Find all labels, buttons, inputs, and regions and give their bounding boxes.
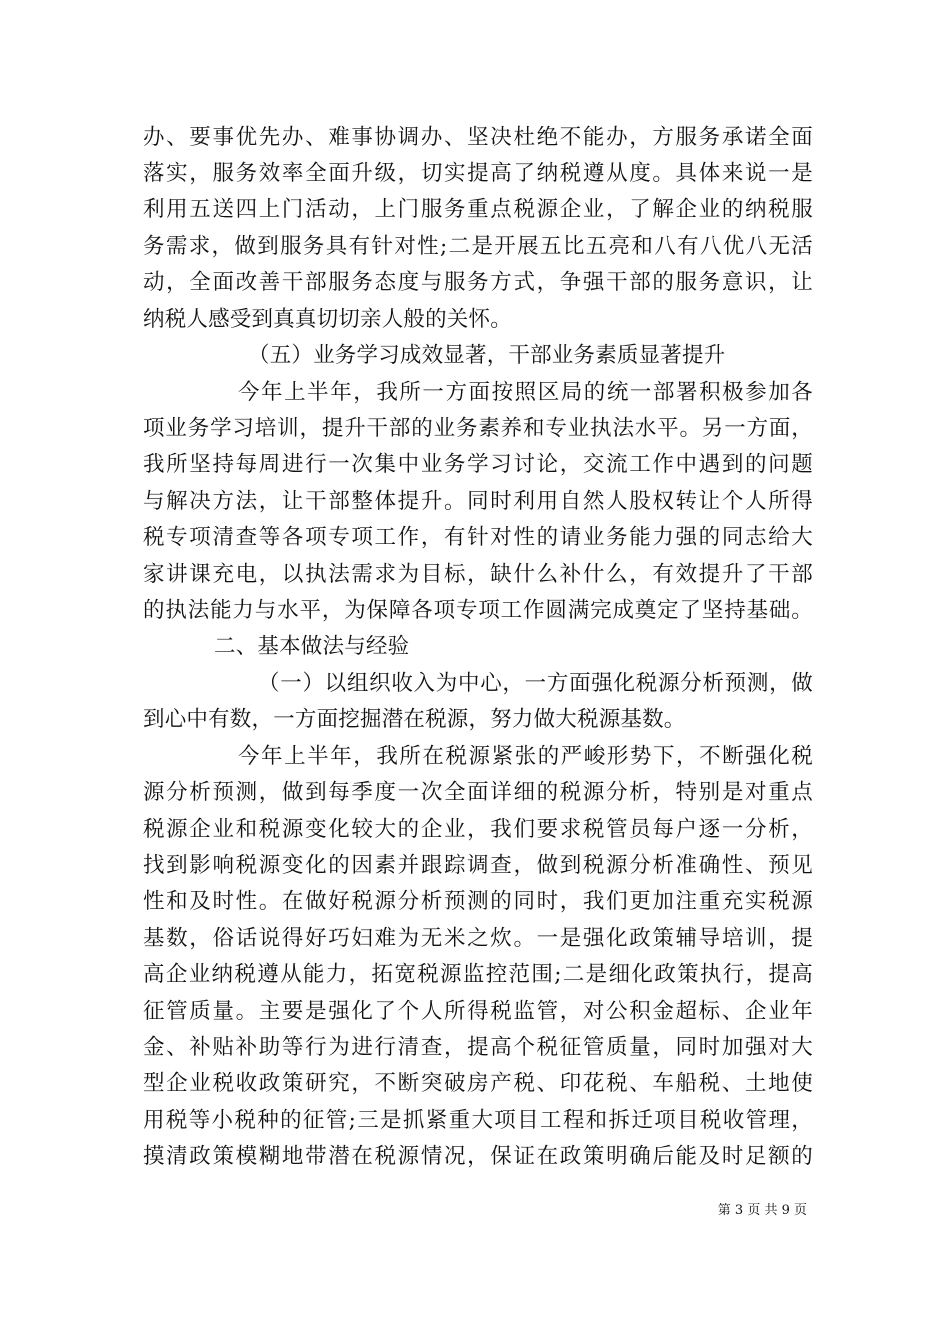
text-line: 的执法能力与水平，为保障各项专项工作圆满完成奠定了坚持基础。 <box>143 598 813 623</box>
text-line: 项业务学习培训，提升干部的业务素养和专业执法水平。另一方面， <box>143 416 813 441</box>
subsection-heading-cont: 到心中有数，一方面挖掘潜在税源，努力做大税源基数。 <box>143 707 686 732</box>
paragraph-first-line: 今年上半年，我所一方面按照区局的统一部署积极参加各 <box>238 380 813 405</box>
text-line: 性和及时性。在做好税源分析预测的同时，我们更加注重充实税源 <box>143 889 813 914</box>
text-line: 务需求，做到服务具有针对性;二是开展五比五亮和八有八优八无活 <box>143 234 813 259</box>
text-line: 落实，服务效率全面升级，切实提高了纳税遵从度。具体来说一是 <box>143 161 813 186</box>
text-line: 基数，俗话说得好巧妇难为无米之炊。一是强化政策辅导培训，提 <box>143 926 813 951</box>
page-number-footer: 第 3 页 共 9 页 <box>717 1203 807 1218</box>
section-heading: （五）业务学习成效显著，干部业务素质显著提升 <box>248 343 726 368</box>
text-line: 纳税人感受到真真切切亲人般的关怀。 <box>143 307 512 332</box>
text-line: 找到影响税源变化的因素并跟踪调查，做到税源分析准确性、预见 <box>143 853 813 878</box>
text-line: 型企业税收政策研究，不断突破房产税、印花税、车船税、土地使 <box>143 1071 813 1096</box>
text-line: 源分析预测，做到每季度一次全面详细的税源分析，特别是对重点 <box>143 780 813 805</box>
paragraph-first-line: 今年上半年，我所在税源紧张的严峻形势下，不断强化税 <box>238 744 813 769</box>
text-line: 税源企业和税源变化较大的企业，我们要求税管员每户逐一分析， <box>143 817 813 842</box>
subsection-heading: （一）以组织收入为中心，一方面强化税源分析预测，做 <box>258 671 813 696</box>
text-line: 征管质量。主要是强化了个人所得税监管，对公积金超标、企业年 <box>143 999 813 1024</box>
text-line: 家讲课充电，以执法需求为目标，缺什么补什么，有效提升了干部 <box>143 562 813 587</box>
text-line: 高企业纳税遵从能力，拓宽税源监控范围;二是细化政策执行，提高 <box>143 962 813 987</box>
text-line: 办、要事优先办、难事协调办、坚决杜绝不能办，方服务承诺全面 <box>143 125 813 150</box>
text-line: 税专项清查等各项专项工作，有针对性的请业务能力强的同志给大 <box>143 525 813 550</box>
text-line: 金、补贴补助等行为进行清查，提高个税征管质量，同时加强对大 <box>143 1035 813 1060</box>
text-line: 用税等小税种的征管;三是抓紧重大项目工程和拆迁项目税收管理， <box>143 1108 813 1133</box>
text-line: 摸清政策模糊地带潜在税源情况，保证在政策明确后能及时足额的 <box>143 1144 813 1169</box>
text-line: 与解决方法，让干部整体提升。同时利用自然人股权转让个人所得 <box>143 489 813 514</box>
text-line: 我所坚持每周进行一次集中业务学习讨论，交流工作中遇到的问题 <box>143 452 813 477</box>
section-heading: 二、基本做法与经验 <box>214 634 410 659</box>
text-line: 动，全面改善干部服务态度与服务方式，争强干部的服务意识，让 <box>143 270 813 295</box>
text-line: 利用五送四上门活动，上门服务重点税源企业，了解企业的纳税服 <box>143 197 813 222</box>
